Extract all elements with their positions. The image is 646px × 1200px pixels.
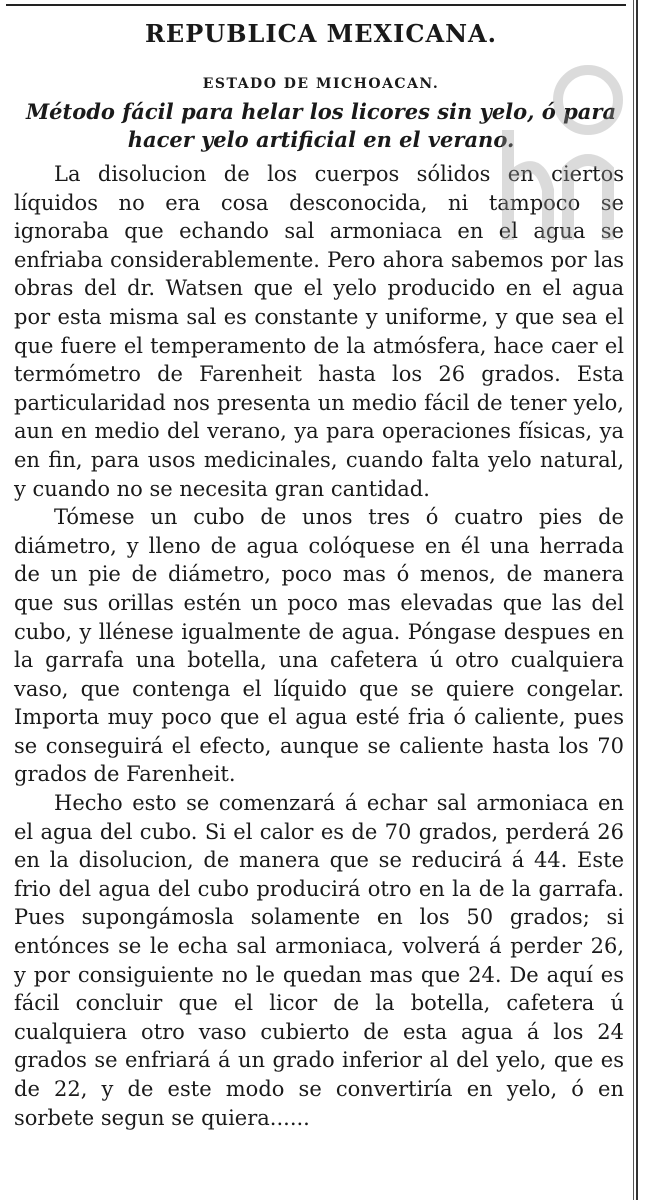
section-heading: ESTADO DE MICHOACAN. bbox=[202, 76, 440, 92]
top-rule bbox=[6, 4, 626, 6]
column-rule-inner bbox=[633, 0, 634, 1200]
article-paragraph-1: La disolucion de los cuerpos sólidos en ciertos líquidos no era cosa desconocida, ni tampoco se ignoraba que echando sal armoniaca en el agua se enfriaba considerablemente. Pero ahora sabemos por las obras del dr. Watsen que el yelo producido en el agua por esta misma sal es constante y uniforme, y que sea el que fuere el temperamento de la atmósfera, hace caer el termómetro de Farenheit hasta los 26 grados. Esta particularidad nos presenta un medio fácil de tener yelo, aun en medio del verano, ya para operaciones físicas, ya en fin, para usos medicinales, cuando falta yelo natural, y cuando no se necesita gran cantidad. bbox=[14, 162, 624, 501]
masthead-title: REPUBLICA MEXICANA. bbox=[144, 19, 498, 48]
column-rule bbox=[636, 0, 638, 1200]
article-headline: Método fácil para helar los licores sin yelo, ó para hacer yelo artificial en el verano. bbox=[25, 99, 617, 152]
article-paragraph-3: Hecho esto se comenzará á echar sal armoniaca en el agua del cubo. Si el calor es de 70 grados, perderá 26 en la disolucion, de manera que se reducirá á 44. Este frio del agua del cubo producirá otro en la de la garrafa. Pues supongámosla solamente en los 50 grados; si entónces se le echa sal armoniaca, volverá á perder 26, y por consiguiente no le quedan mas que 24. De aquí es fácil concluir que el licor de la botella, cafetera ú cualquiera otro vaso cubierto de esta agua á los 24 grados se enfriará á un grado inferior al del yelo, que es de 22, y de este modo se convertiría en yelo, ó en sorbete segun se quiera...... bbox=[14, 791, 624, 1130]
article-paragraph-2: Tómese un cubo de unos tres ó cuatro pies de diámetro, y lleno de agua colóquese en él una herrada de un pie de diámetro, poco mas ó menos, de manera que sus orillas estén un poco mas elevadas que las del cubo, y llénese igualmente de agua. Póngase despues en la garrafa una botella, una cafetera ú otro cualquiera vaso, que contenga el líquido que se quiere congelar. Importa muy poco que el agua esté fria ó caliente, pues se conseguirá el efecto, aunque se caliente hasta los 70 grados de Farenheit. bbox=[14, 505, 624, 787]
